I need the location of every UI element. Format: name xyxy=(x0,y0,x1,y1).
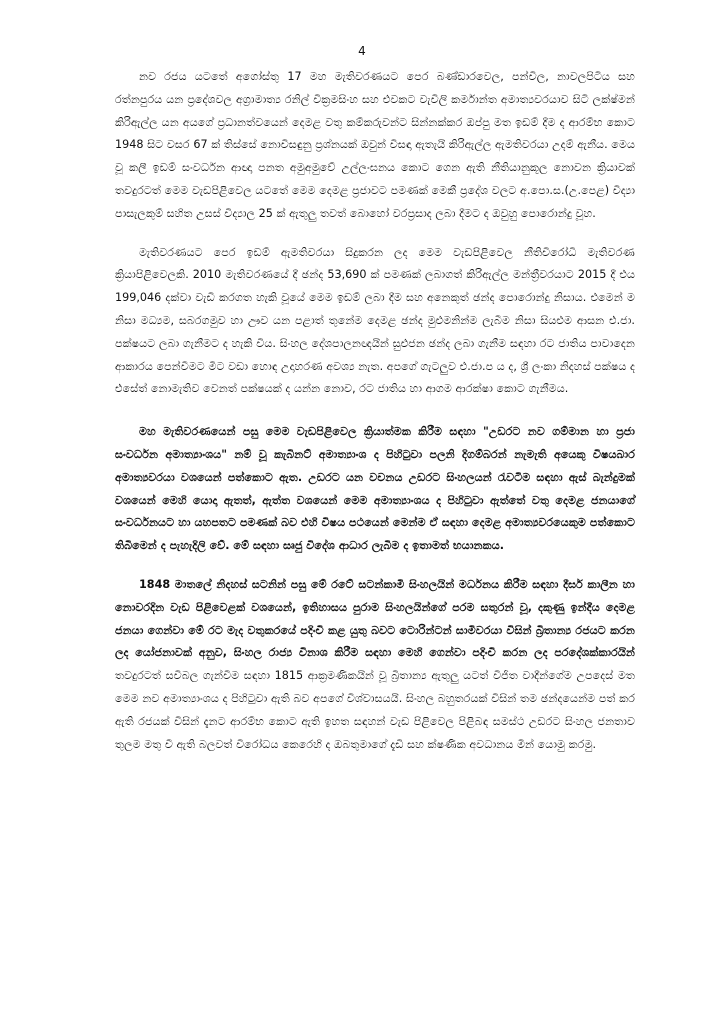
paragraph-4-regular-part: තවදුරටත් සවිබල ගැන්වීම සඳහා 1815 ආක්‍රමණිකයින් වූ බ්‍රිතාන්‍ය ඇතුලු යටත් විජිත වාදීන්ගේම උපදෙස් මත මෙම නව අමාත්‍යාංශය ද පිහිටුවා ඇති බව අපගේ විශ්වාසයයි. සිංහල බහුතරයක් විසින් තම ඡන්දයෙන්ම පත් කර ඇති රජයක් විසින් දැනට ආරම්භ කොට ඇති ඉහත සඳහන් වැඩ පිළිවෙල පිළිබඳ සමස්ථ උඩරට සිංහල ජනතාව තුලම මතු වී ඇති බලවත් විරෝධය කෙරෙහි ද ඔබතුමාගේ දැඩි සහ ක්ෂණික අවධානය මින් යොමු කරමු. xyxy=(115,669,635,751)
paragraph-1: නව රජය යටතේ අගෝස්තු 17 මහ මැතිවරණයට පෙර බණ්ඩාරවෙල, පන්විල, නාවලපිටිය සහ රත්නපුරය යන ප්‍රදේශවල අග්‍රාමාත්‍ය රනිල් වික්‍රමසිංහ සහ එවකට වැවිලි කර්මාන්ත අමාත්‍යවරයාව සිටි ලක්ෂ්මන් කිරිඇල්ල යන අයගේ ප්‍රධානත්වයෙන් දෙමළ වතු කම්කරුවන්ට සින්නක්කර ඔප්පු මත ඉඩම් දීම ද ආරම්භ කොට 1948 සිට වසර 67 ක් තිස්සේ නොවිසඳුනු ප්‍රශ්නයක් ඔවුන් විසඳා ඇතැයි කිරිඇල්ල ඇමතිවරයා උදම් ඇනීය. මෙය වූ කලී ඉඩම් සංවර්ධන ආඥා පනත අමුඅමුවේ උල්ලංඝනය කොට ගෙන ඇති නීතියානුකූල නොවන ක්‍රියාවක් තවදුරටත් මෙම වැඩපිළිවෙල යටතේ මෙම දෙමළ ප්‍රජාවට පමණක් මෙකී ප්‍රදේශ වලට අ.පො.ස.(උ.පෙළ) විද්‍යා පාසැලකුම් සහිත උසස් විද්‍යාල 25 ක් ඇතුලු තවත් බොහෝ වරප්‍රසාද ලබා දීමට ද ඔවුහු පොරොන්දු වූහ. xyxy=(115,70,635,220)
paragraph-3: මහ මැතිවරණයෙන් පසු මෙම වැඩපිළිවෙල ක්‍රියාත්මක කිරීම සඳහා "උඩරට නව ගම්මාන හා ප්‍රජා සංවර්ධන අමාත්‍යාංශය" නම් වූ කැබිනට් අමාත්‍යාංශ ද පිහිටුවා පලනි දිගම්බරන් නැමැති අයෙකු විෂයබාර අමාත්‍යවරයා වශයෙන් පත්කොට ඇත. උඩරට යන වචනය උඩරට සිංහලයන් රැවටීම සඳහා ඇස් බැන්දුමක් වශයෙන් මෙහි යොදා ඇතත්, ඇත්ත වශයෙන් මෙම අමාත්‍යාංශය ද පිහිටුවා ඇත්තේ වතු දෙමළ ජනයාගේ සංවර්ධනයට හා යහපතට පමණක් බව එහි විෂය පථයෙන් මෙන්ම ඒ සඳහා දෙමළ අමාත්‍යවරයෙකුම පත්කොට තිබීමෙන් ද පැහැදිලි වේ. මේ සඳහා සෘජු විදේශ ආධාර ලැබීම ද ඉතාමත් භයානකය. xyxy=(115,425,635,553)
paragraph-2: මැතිවරණයට පෙර ඉඩම් ඇමතිවරයා සිදුකරන ලද මෙම වැඩපිළිවෙල නීතිවිරෝධී මැතිවරණ ක්‍රියාපිළිවෙලකි. 2010 මැතිවරණයේ දී ඡන්ද 53,690 ක් පමණක් ලබාගත් කිරිඇල්ල මන්ත්‍රීවරයාට 2015 දී එය 199,046 දක්වා වැඩි කරගත හැකි වූයේ මෙම ඉඩම් ලබා දීම සහ අනෙකුත් ඡන්ද පොරොන්දු නිසාය. එමෙන් ම නිසා මධ්‍යම, සබරගමුව හා ඌව යන පළාත් තුනේම දෙමළ ඡන්ද මුළුමනින්ම ලැබීම නිසා සියළුම ආසන එ.ජා. පක්ෂයට ලබා ගැනීමට ද හැකි විය. සිංහල දේශපාලනඥයින් සුළුජන ඡන්ද ලබා ගැනීම සඳහා රට ජාතිය පාවාදෙන ආකාරය පෙන්වීමට මීට වඩා හොඳ උදාහරණ අවශ්‍ය නැත. අපගේ ගැටලුව එ.ජා.ප ය ද, ශ්‍රී ලංකා නිදහස් පක්ෂය ද එසේත් නොමැතිව වෙනත් පක්ෂයක් ද යන්න නොව, රට ජාතිය හා ආගම ආරක්ෂා කොට ගැනීමය. xyxy=(115,245,635,396)
paragraph-4 xyxy=(115,574,635,756)
paragraph-4-bold-part: 1848 මාතලේ නිදහස් සටනින් පසු මේ රටේ සටන්කාමී සිංහලයින් මර්ධනය කිරීම සඳහා දීර්ඝ කාලීන හා නොවරදින වැඩ පිළිවෙළක් වශයෙන්, ඉතිහාසය පුරාම සිංහලයින්ගේ පරම සතුරන් වූ, දකුණු ඉන්දීය දෙමළ ජනයා ගෙන්වා මේ රට මැද වතුකරයේ පදිංචි කළ යුතු බවට ටොරින්ටන් සාමිවරයා විසින් බ්‍රිතාන්‍ය රජයට කරන ලද යෝජනාවක් අනුව, සිංහල රාජ්‍ය විනාශ කිරීම සඳහා මෙහි ගෙන්වා පදිංචි කරන ලද පරදේශක්කාරයින් xyxy=(115,577,635,660)
document-body xyxy=(115,66,635,772)
page-number: 4 xyxy=(358,44,366,58)
